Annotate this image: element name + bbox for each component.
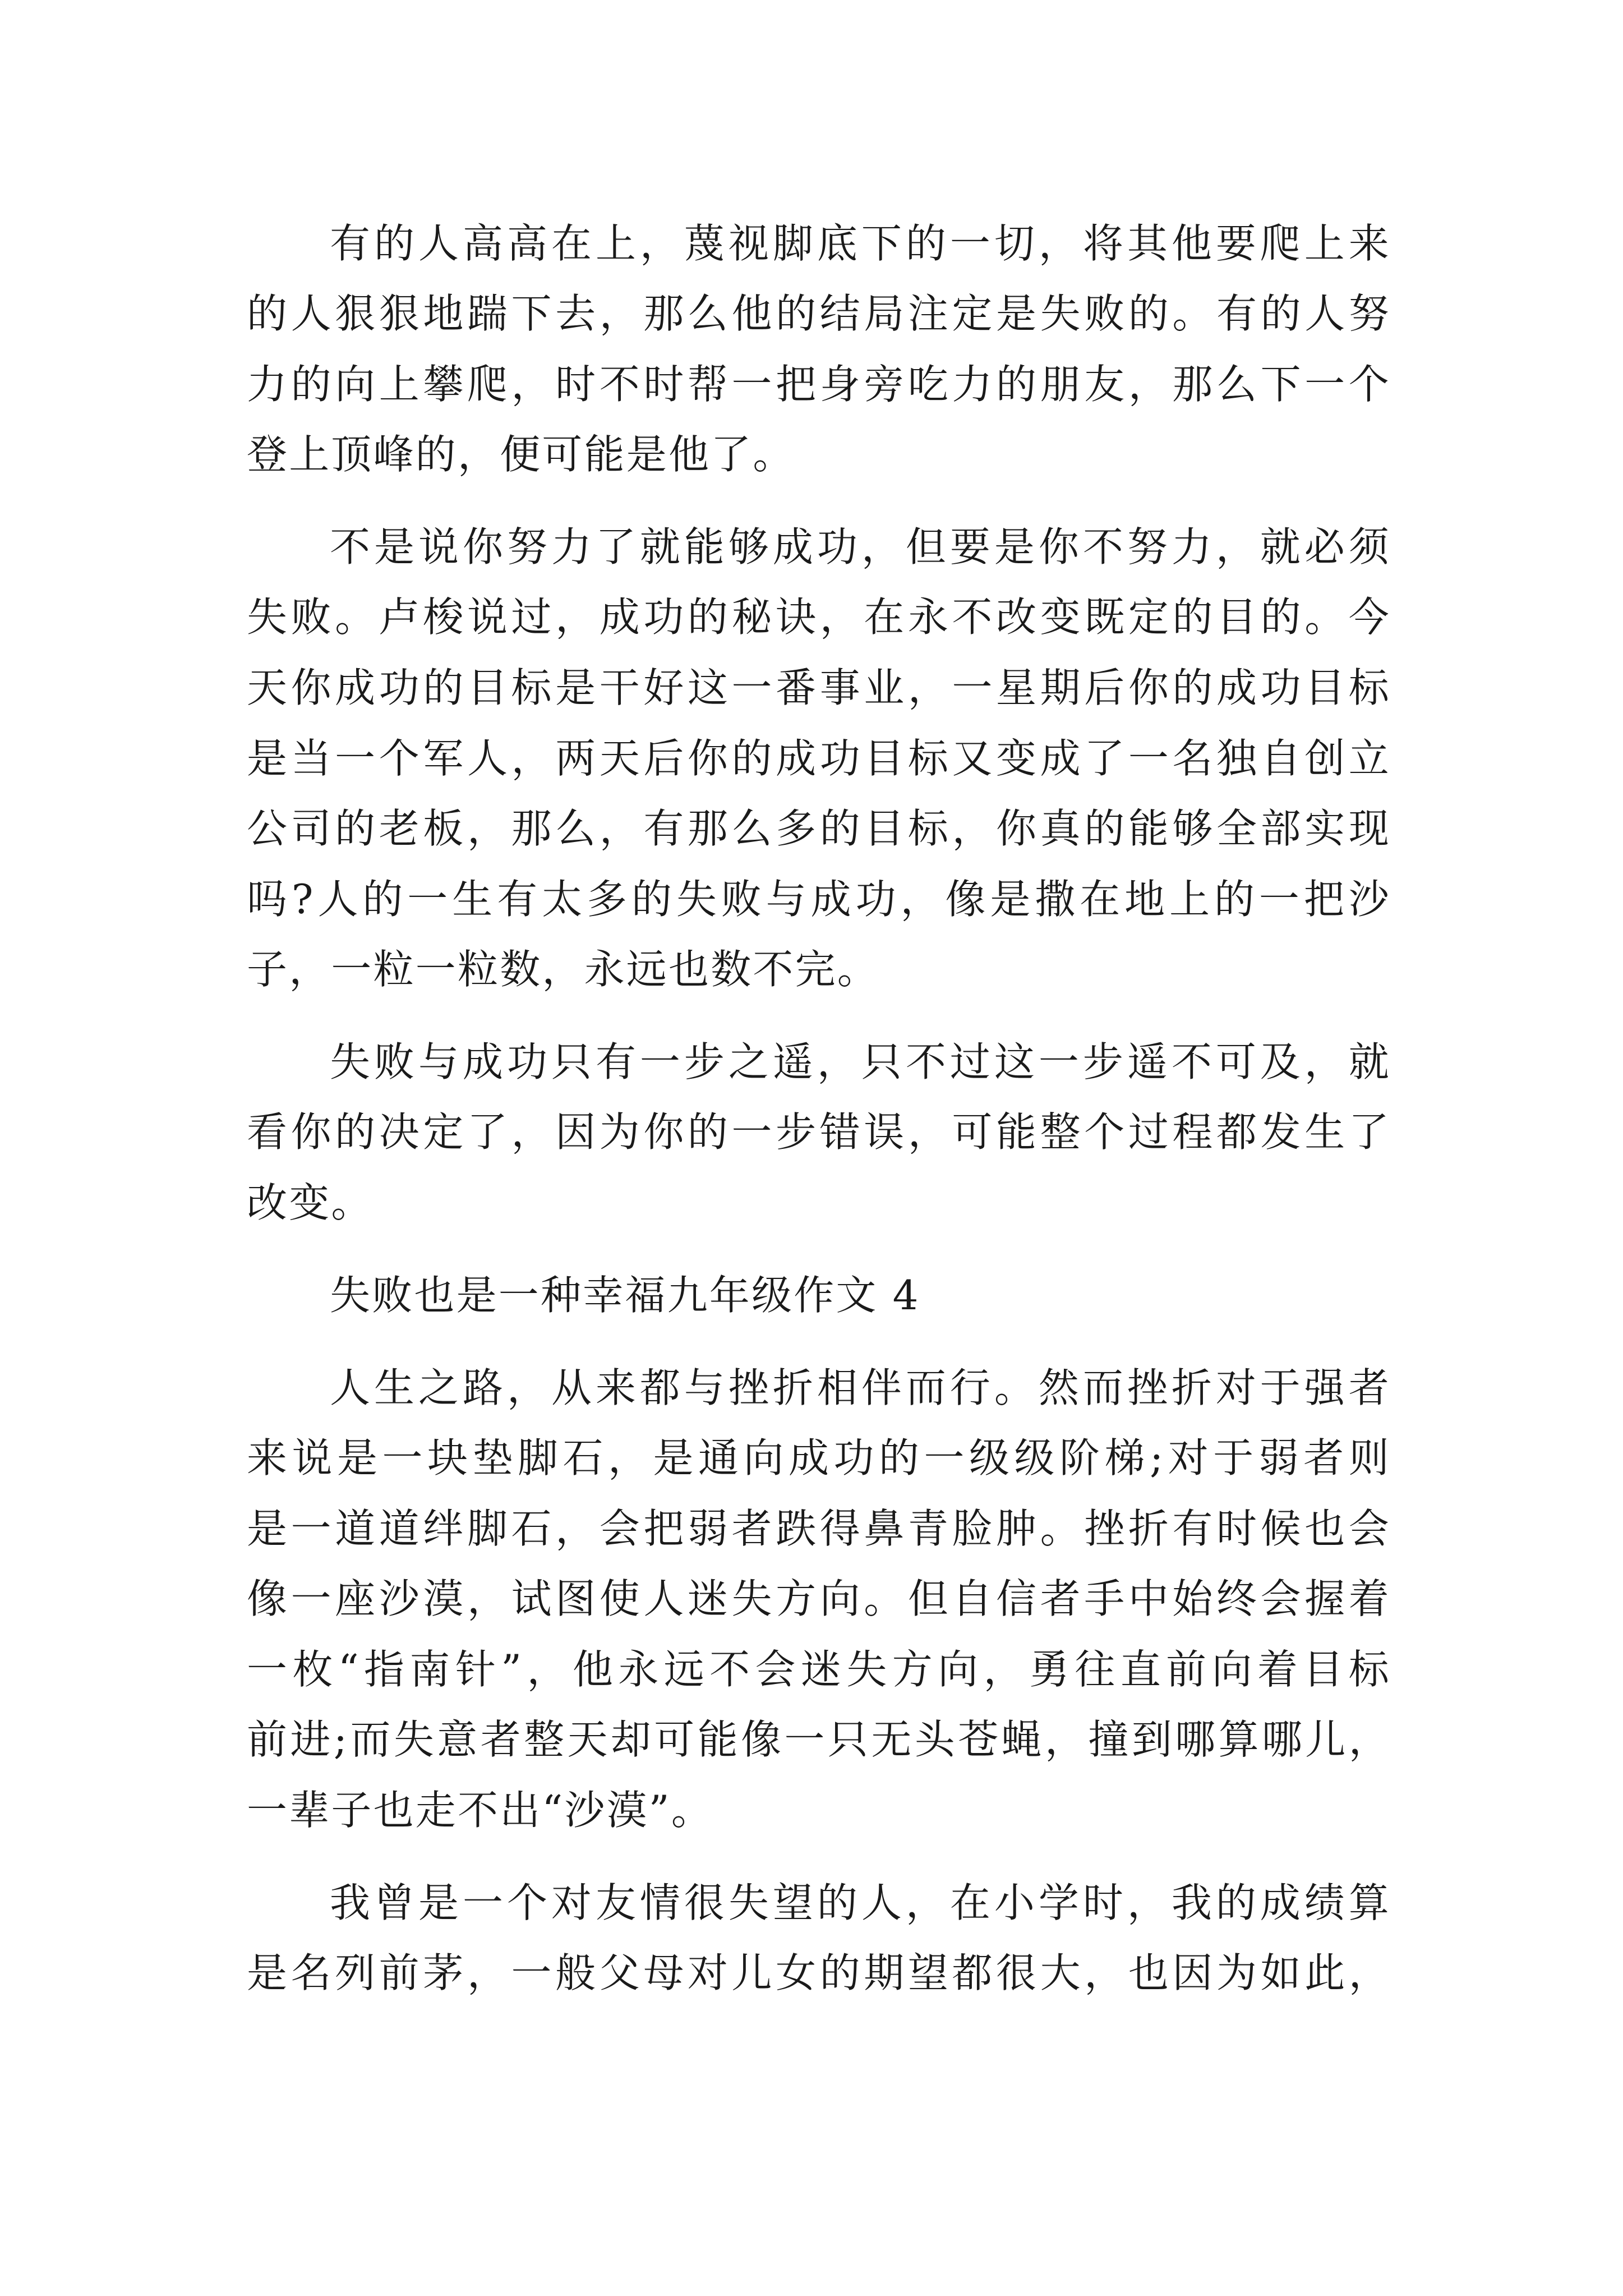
paragraph-1-line-1: 有的人高高在上，蔑视脚底下的一切，将其他要爬上来 <box>330 220 1391 267</box>
paragraph-5-line-7: 一辈子也走不出“沙漠”。 <box>247 1787 714 1834</box>
paragraph-3-line-2: 看你的决定了，因为你的一步错误，可能整个过程都发生了 <box>247 1108 1391 1156</box>
paragraph-5-line-3: 是一道道绊脚石，会把弱者跌得鼻青脸肿。挫折有时候也会 <box>247 1505 1391 1552</box>
paragraph-5-line-4: 像一座沙漠，试图使人迷失方向。但自信者手中始终会握着 <box>247 1575 1391 1622</box>
paragraph-2-line-4: 是当一个军人，两天后你的成功目标又变成了一名独自创立 <box>247 735 1391 782</box>
paragraph-2-line-2: 失败。卢梭说过，成功的秘诀，在永不改变既定的目的。今 <box>247 593 1391 641</box>
paragraph-3-line-3: 改变。 <box>247 1179 374 1226</box>
paragraph-2-line-1: 不是说你努力了就能够成功，但要是你不努力，就必须 <box>330 523 1391 570</box>
paragraph-2-line-3: 天你成功的目标是干好这一番事业，一星期后你的成功目标 <box>247 664 1391 711</box>
paragraph-5-line-1: 人生之路，从来都与挫折相伴而行。然而挫折对于强者 <box>330 1364 1391 1411</box>
paragraph-5-line-5: 一枚“指南针”，他永远不会迷失方向，勇往直前向着目标 <box>247 1646 1391 1693</box>
paragraph-2-line-6: 吗?人的一生有太多的失败与成功，像是撒在地上的一把沙 <box>247 876 1391 923</box>
paragraph-5-line-2: 来说是一块垫脚石，是通向成功的一级级阶梯;对于弱者则 <box>247 1434 1391 1481</box>
paragraph-3-line-1: 失败与成功只有一步之遥，只不过这一步遥不可及，就 <box>330 1038 1391 1085</box>
paragraph-2-line-7: 子，一粒一粒数，永远也数不完。 <box>247 946 880 993</box>
paragraph-1-line-3: 力的向上攀爬，时不时帮一把身旁吃力的朋友，那么下一个 <box>247 361 1391 408</box>
paragraph-5-line-6: 前进;而失意者整天却可能像一只无头苍蝇，撞到哪算哪儿， <box>247 1716 1391 1763</box>
paragraph-1-line-2: 的人狠狠地踹下去，那么他的结局注定是失败的。有的人努 <box>247 290 1391 337</box>
paragraph-1-line-4: 登上顶峰的，便可能是他了。 <box>247 431 795 478</box>
section-heading: 失败也是一种幸福九年级作文 4 <box>330 1272 920 1319</box>
paragraph-2-line-5: 公司的老板，那么，有那么多的目标，你真的能够全部实现 <box>247 805 1391 852</box>
paragraph-6-line-1: 我曾是一个对友情很失望的人，在小学时，我的成绩算 <box>330 1879 1391 1926</box>
paragraph-6-line-2: 是名列前茅，一般父母对儿女的期望都很大，也因为如此， <box>247 1949 1391 1996</box>
